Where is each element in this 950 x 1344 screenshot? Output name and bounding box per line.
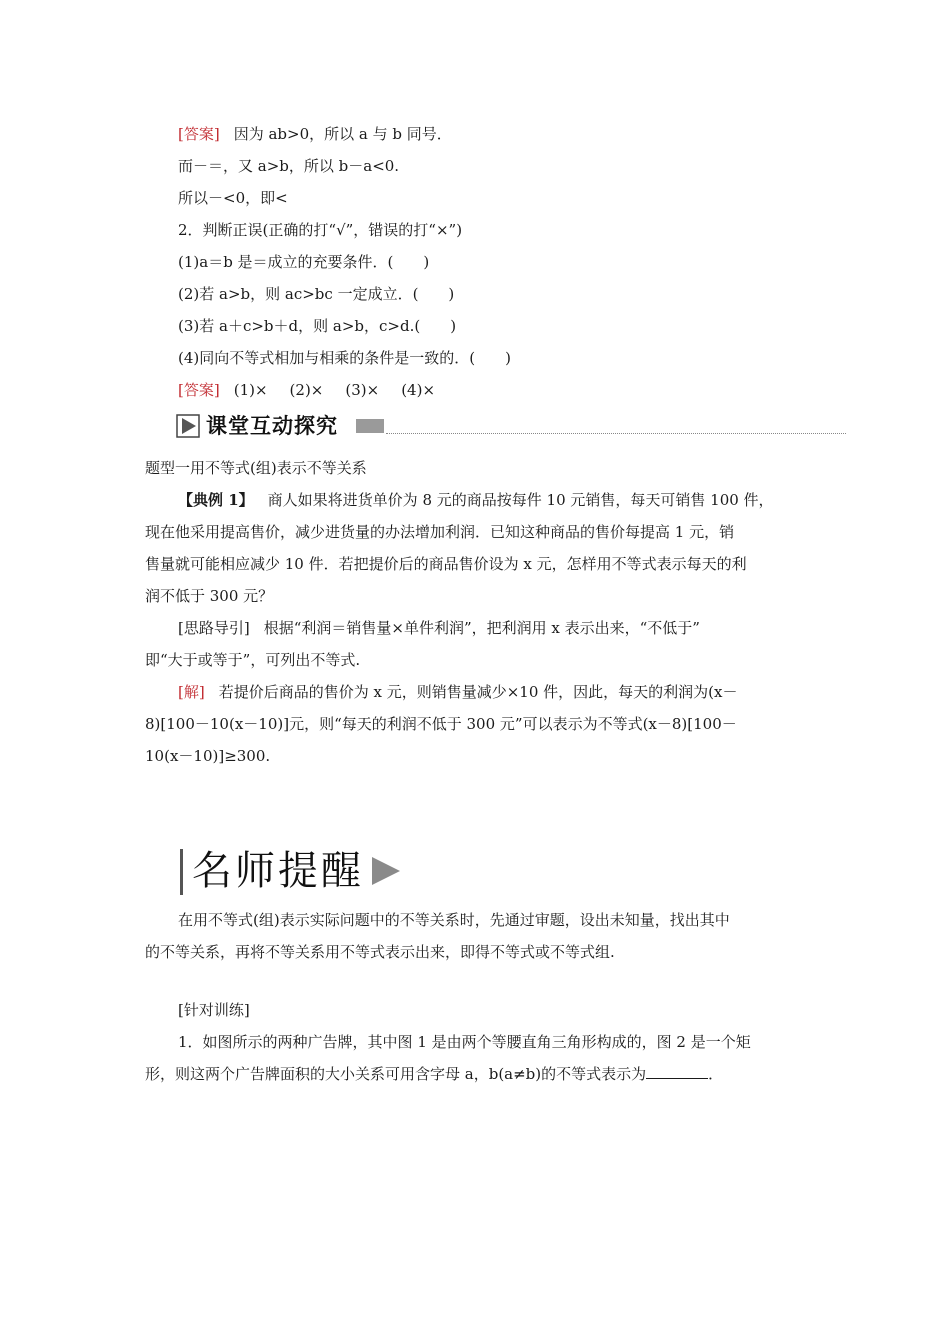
answer-item: (1)× (233, 381, 268, 399)
training-text: 形，则这两个广告牌面积的大小关系可用含字母 a，b(a≠b)的不等式表示为 (145, 1065, 647, 1083)
arrow-box-icon (176, 414, 200, 438)
solution-text: 若提价后商品的售价为 x 元，则销售量减少×10 件，因此，每天的利润为(x－ (218, 683, 738, 701)
example-text: 商人如果将进货单价为 8 元的商品按每件 10 元销售，每天可销售 100 件， (267, 491, 774, 509)
banner-rule (386, 433, 846, 434)
answer-item: (3)× (345, 381, 380, 399)
example-line: 售量就可能相应减少 10 件．若把提价后的商品售价设为 x 元，怎样用不等式表示每天的利 (145, 555, 747, 573)
question-item: (2)若 a>b，则 ac>bc 一定成立．( ) (178, 285, 455, 303)
training-line: 1．如图所示的两种广告牌，其中图 1 是由两个等腰直角三角形构成的，图 2 是一个矩 (178, 1033, 751, 1051)
question-title: 2．判断正误(正确的打“√”，错误的打“×”) (178, 221, 463, 239)
tip-title: 名师提醒 (192, 848, 364, 894)
banner-block (356, 419, 384, 433)
tip-line: 的不等关系，再将不等关系用不等式表示出来，即得不等式或不等式组. (145, 943, 615, 961)
question-item: (3)若 a＋c>b＋d，则 a>b，c>d.( ) (178, 317, 457, 335)
guide-line (178, 618, 843, 638)
question-item: (1)a＝b 是＝成立的充要条件．( ) (178, 253, 430, 271)
guide-line: 即“大于或等于”，可列出不等式. (145, 651, 361, 669)
example-tag: 【典例 1】 (178, 491, 254, 509)
example-line (178, 490, 843, 510)
triangle-arrow-icon (372, 857, 400, 885)
example-line: 现在他采用提高售价，减少进货量的办法增加利润．已知这种商品的售价每提高 1 元，销 (145, 523, 735, 541)
solution-line: 10(x－10)]≥300. (145, 747, 271, 765)
section-banner (176, 411, 846, 441)
reasoning-line: 而－＝，又 a>b，所以 b－a<0. (178, 157, 400, 175)
tip-line: 在用不等式(组)表示实际问题中的不等关系时，先通过审题，设出未知量，找出其中 (178, 911, 730, 929)
guide-text: 根据“利润＝销售量×单件利润”，把利润用 x 表示出来，“不低于” (263, 619, 700, 637)
solution-line (178, 682, 843, 702)
answer-item: (2)× (289, 381, 324, 399)
conclusion-line: 所以－<0，即< (178, 189, 288, 207)
answer-tag: [答案] (178, 125, 220, 143)
topic-title: 题型一用不等式(组)表示不等关系 (145, 459, 367, 477)
answer-text: 因为 ab>0，所以 a 与 b 同号． (233, 125, 452, 143)
question-item: (4)同向不等式相加与相乘的条件是一致的．( ) (178, 349, 511, 367)
training-end: ． (708, 1065, 724, 1083)
example-line: 润不低于 300 元？ (145, 587, 274, 605)
answer-item: (4)× (401, 381, 436, 399)
training-tag: [针对训练] (178, 1001, 250, 1019)
solution-line: 8)[100－10(x－10)]元，则“每天的利润不低于 300 元”可以表示为不等式(x－8)[100－ (145, 715, 737, 733)
training-line (145, 1064, 810, 1084)
guide-tag: [思路导引] (178, 619, 250, 637)
answer-tag: [答案] (178, 381, 220, 399)
solution-tag: [解] (178, 683, 205, 701)
answer-line (178, 124, 843, 144)
answers-line (178, 380, 843, 400)
section-title: 课堂互动探究 (206, 414, 338, 438)
answer-blank[interactable] (646, 1064, 708, 1079)
tip-bar (180, 849, 183, 895)
